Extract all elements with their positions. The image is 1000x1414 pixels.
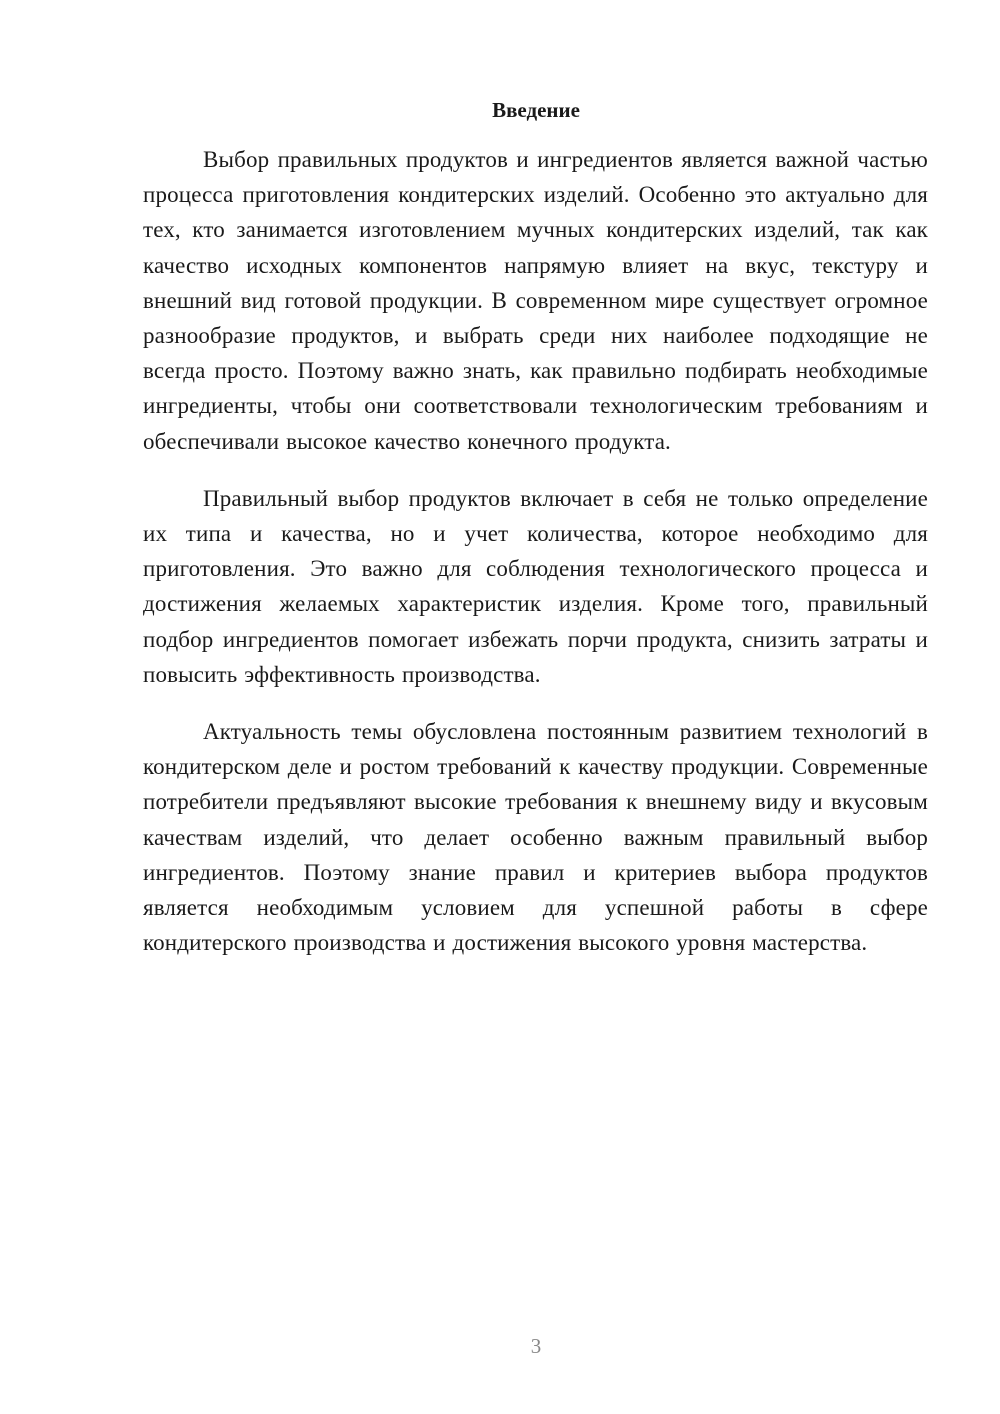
page-title: Введение: [492, 98, 580, 122]
paragraph-1: Выбор правильных продуктов и ингредиентов является важной частью процесса приготовления кондитерских изделий. Особенно это актуально для тех, кто занимается изготовлением мучных кондитерских изделий, так как качество исходных компонентов напрямую влияет на вкус, текстуру и внешний вид готовой продукции. В современном мире существует огромное разнообразие продуктов, и выбрать среди них наиболее подходящие не всегда просто. Поэтому важно знать, как правильно подбирать необходимые ингредиенты, чтобы они соответствовали технологическим требованиям и обеспечивали высокое качество конечного продукта.: [143, 147, 928, 454]
body-text: [143, 142, 928, 982]
page-number: 3: [530, 1334, 542, 1358]
paragraph-3: Актуальность темы обусловлена постоянным развитием технологий в кондитерском деле и ростом требований к качеству продукции. Современные потребители предъявляют высокие требования к внешнему виду и вкусовым качествам изделий, что делает особенно важным правильный выбор ингредиентов. Поэтому знание правил и критериев выбора продуктов является необходимым условием для успешной работы в сфере кондитерского производства и достижения высокого уровня мастерства.: [143, 719, 928, 956]
paragraph-2: Правильный выбор продуктов включает в себя не только определение их типа и качества, но и учет количества, которое необходимо для приготовления. Это важно для соблюдения технологического процесса и достижения желаемых характеристик изделия. Кроме того, правильный подбор ингредиентов помогает избежать порчи продукта, снизить затраты и повысить эффективность производства.: [143, 485, 928, 687]
